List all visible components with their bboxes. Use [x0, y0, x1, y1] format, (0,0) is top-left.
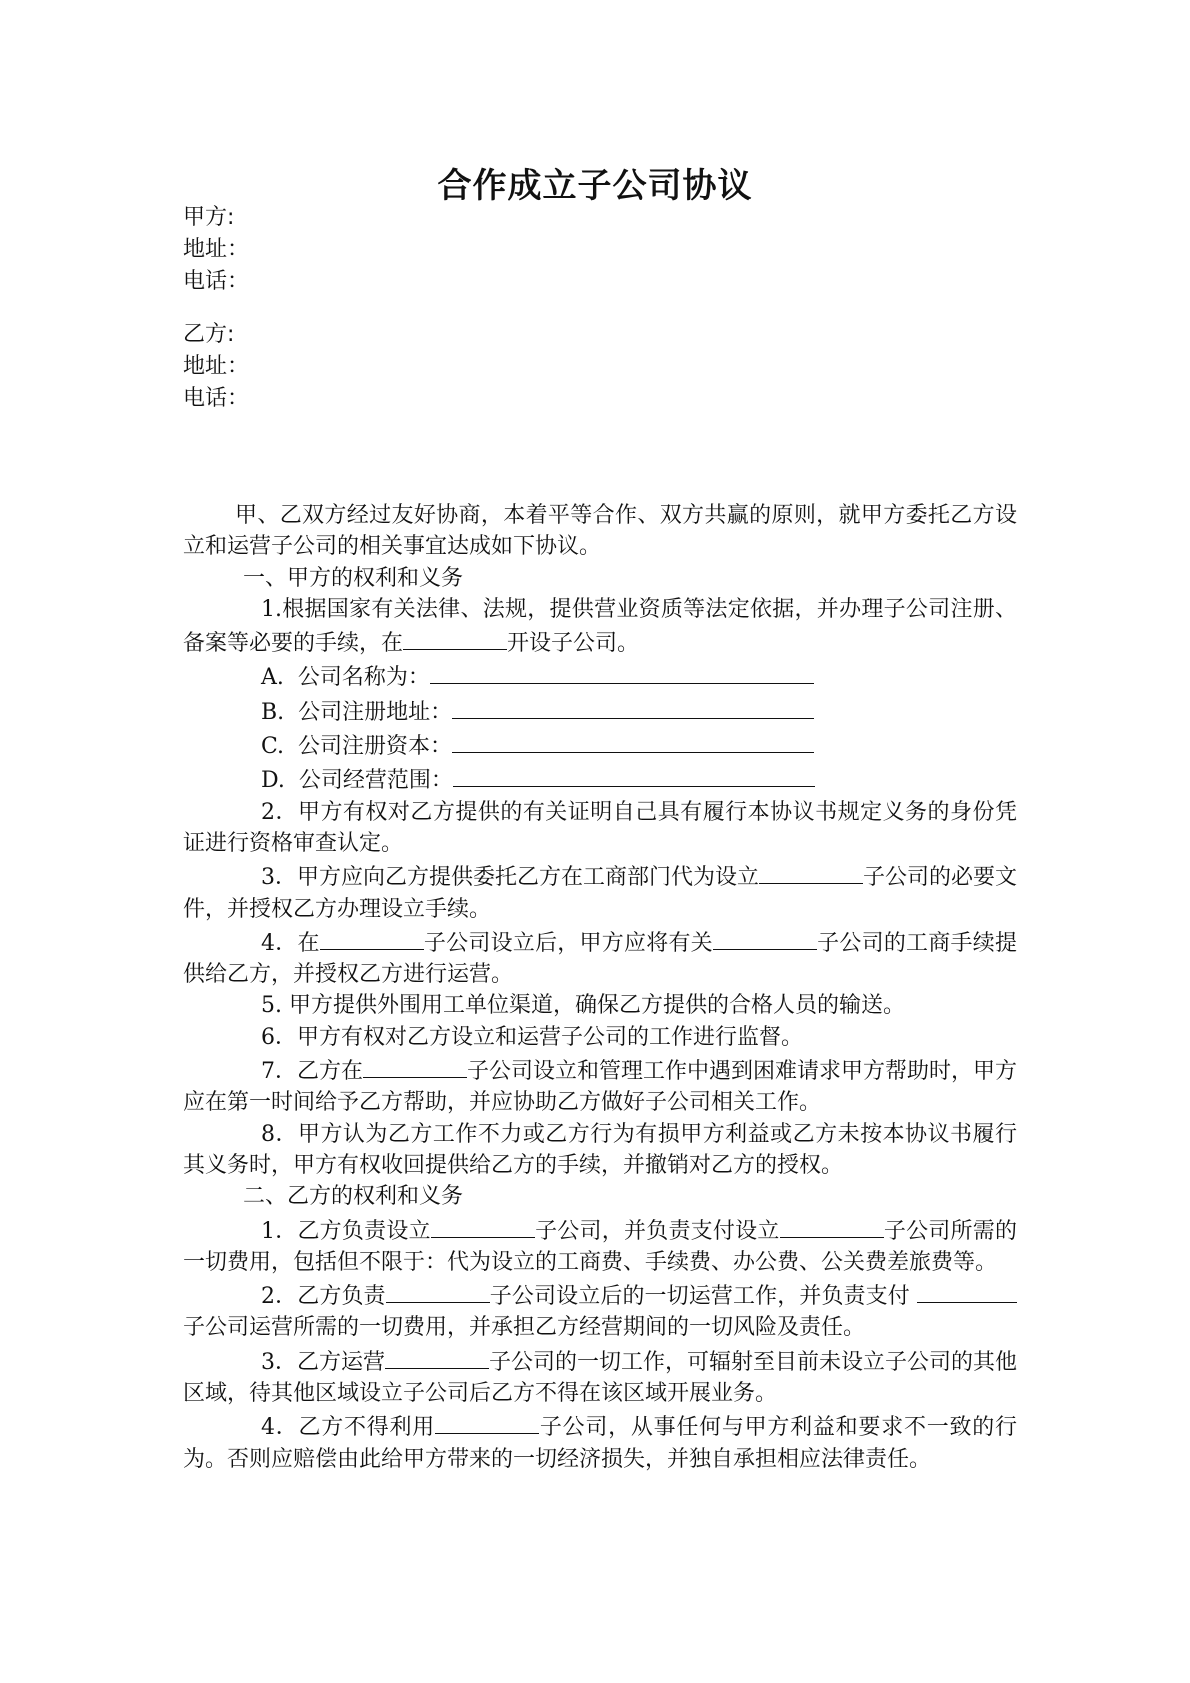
blank-line: [435, 1409, 539, 1434]
sub-item-company-name: [183, 659, 1017, 693]
intro-paragraph: 甲、乙双方经过友好协商，本着平等合作、双方共赢的原则，就甲方委托乙方设立和运营子公司的相关事宜达成如下协议。: [183, 503, 1017, 560]
section-2-heading: 二、乙方的权利和义务: [243, 1184, 464, 1210]
party-b-address-label: 地址：: [183, 354, 250, 379]
blank-line: [453, 762, 815, 787]
blank-line: [713, 925, 817, 950]
item-text: 3．甲方应向乙方提供委托乙方在工商部门代为设立: [261, 865, 759, 891]
item-text: 3．乙方运营: [261, 1349, 385, 1375]
item-text: 子公司的一切工作，可辐射至目前未设立子公司的其他区域，待其他区域设立子公司后乙方不得在该区域开展业务。: [183, 1349, 1018, 1407]
party-a-block: [183, 202, 583, 298]
blank-line: [385, 1344, 489, 1369]
sub-item-business-scope: [183, 762, 1017, 796]
blank-line: [363, 1053, 467, 1078]
item-text: 4．乙方不得利用: [261, 1415, 436, 1441]
item-text: 子公司运营所需的一切费用，并承担乙方经营期间的一切风险及责任。: [183, 1315, 866, 1341]
sub-item-label: A. 公司名称为：: [261, 665, 430, 691]
item-text: 子公司，从事任何与甲方利益和要求不一致的行为。否则应赔偿由此给甲方带来的一切经济损失，并独自承担相应法律责任。: [183, 1415, 1017, 1472]
blank-line: [917, 1278, 939, 1303]
section-1-item-5: 5. 甲方提供外围用工单位渠道，确保乙方提供的合格人员的输送。: [261, 993, 905, 1019]
item-text: 子公司设立后，甲方应将有关: [423, 930, 713, 956]
section-2-item-1: [183, 1213, 1017, 1279]
party-b-name-label: 乙方:: [183, 322, 235, 347]
sub-item-label: B. 公司注册地址：: [261, 699, 453, 725]
blank-line: [430, 659, 814, 684]
blank-line: [386, 1278, 490, 1303]
section-1-item-2: 2．甲方有权对乙方提供的有关证明自己具有履行本协议书规定义务的身份凭证进行资格审查认定。: [183, 799, 1017, 856]
party-a-phone-label: 电话：: [183, 269, 250, 294]
item-text: 子公司设立和管理工作中遇到困难请求甲方帮助时，甲方应在第一时间给予乙方帮助，并应协助乙方做好子公司相关工作。: [183, 1059, 1018, 1116]
item-text: 子公司的必要文件，并授权乙方办理设立手续。: [183, 865, 1018, 922]
section-1-item-3: [183, 859, 1017, 925]
party-b-block: [183, 319, 583, 415]
blank-line: [452, 694, 814, 719]
item-text: 7．乙方在: [261, 1059, 363, 1085]
item-text: 1．乙方负责设立: [261, 1218, 431, 1244]
section-1-item-6: 6．甲方有权对乙方设立和运营子公司的工作进行监督。: [261, 1024, 803, 1050]
blank-line: [939, 1278, 1017, 1303]
blank-line: [320, 925, 424, 950]
section-1-item-4: [183, 925, 1017, 991]
blank-line: [452, 728, 814, 753]
blank-line: [403, 625, 507, 650]
party-b-phone-label: 电话：: [183, 386, 250, 411]
agreement-body: [183, 500, 1017, 1475]
section-1-item-8: 8．甲方认为乙方工作不力或乙方行为有损甲方利益或乙方未按本协议书履行其义务时，甲方有权收回提供给乙方的手续，并撤销对乙方的授权。: [183, 1121, 1017, 1178]
party-a-address-label: 地址：: [183, 237, 250, 262]
document-title: 合作成立子公司协议: [437, 166, 753, 206]
section-2-item-4: [183, 1409, 1017, 1475]
item-text: 子公司设立后的一切运营工作，并负责支付: [489, 1284, 917, 1310]
item-text: 子公司的工商手续提供给乙方，并授权乙方进行运营。: [183, 930, 1017, 988]
section-2-item-3: [183, 1344, 1017, 1410]
section-2-item-2: [183, 1278, 1017, 1344]
item-text: 2．乙方负责: [261, 1284, 386, 1310]
sub-item-registered-address: [183, 694, 1017, 728]
section-1-item-7: [183, 1053, 1017, 1119]
item-text: 子公司所需的一切费用，包括但不限于：代为设立的工商费、手续费、办公费、公关费差旅费等。: [183, 1218, 1017, 1275]
sub-item-registered-capital: [183, 728, 1017, 762]
item-text: 开设子公司。: [507, 631, 640, 657]
section-1-heading: 一、甲方的权利和义务: [243, 565, 464, 591]
party-a-name-label: 甲方:: [183, 205, 235, 230]
item-text: 4．在: [261, 930, 320, 956]
item-text: 子公司，并负责支付设立: [534, 1218, 780, 1244]
blank-line: [759, 859, 863, 884]
blank-line: [431, 1213, 535, 1238]
blank-line: [780, 1213, 884, 1238]
item-text: 1.根据国家有关法律、法规，提供营业资质等法定依据，并办理子公司注册、备案等必要的手续，在: [183, 596, 1017, 657]
section-1-item-1: [183, 594, 1017, 660]
sub-item-label: D. 公司经营范围：: [261, 768, 453, 794]
sub-item-label: C. 公司注册资本：: [261, 734, 453, 760]
